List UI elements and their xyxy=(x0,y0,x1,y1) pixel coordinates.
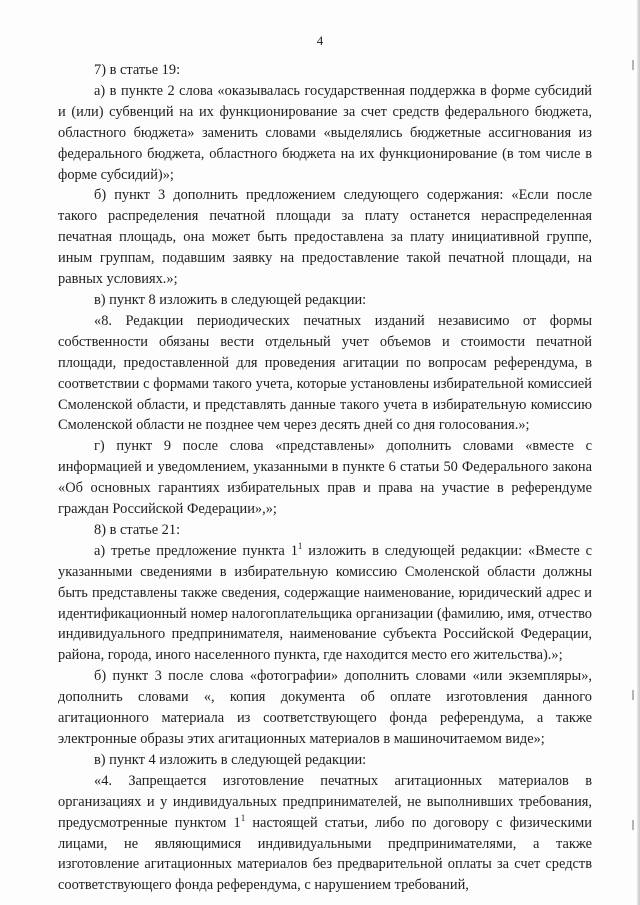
scan-artifact xyxy=(632,690,634,700)
superscript: 1 xyxy=(240,812,246,823)
paragraph-19-b: б) пункт 3 дополнить предложением следующего содержания: «Если после такого распределения печатной площади за плату останется нераспределенная печатная площадь, она может быть предоставлена за плату инициативной группе, иным группам, подавшим заявку на предоставление такой печатной площади, на равных условиях.»; xyxy=(58,187,592,288)
paragraph-21-item-4-text xyxy=(58,771,592,896)
paragraph-19-a: а) в пункте 2 слова «оказывалась государственная поддержка в форме субсидий и (или) субвенций на их функционирование за счет средств федерального бюджета, областного бюджета» заменить словами «выделялись бюджетные ассигнования из федерального бюджета, областного бюджета на их функционирование (в том числе в форме субсидий)»; xyxy=(58,82,592,183)
paragraph-article-19-heading: 7) в статье 19: xyxy=(94,62,181,78)
page-number: 4 xyxy=(316,33,324,48)
paragraph-21-a-after: изложить в следующей редакции: «Вместе с указанными сведениями в избирательную комиссию Смоленской области должны быть представлены также сведения, содержащие наименование, юридический адрес и идентификационный номер налогоплательщика организации (фамилию, имя, отчество индивидуального предпринимателя, наименование субъекта Российской Федерации, района, города, иного населенного пункта, где находится место его жительства).»; xyxy=(58,542,592,664)
paragraph-19-v: в) пункт 8 изложить в следующей редакции: xyxy=(94,291,367,308)
superscript: 1 xyxy=(297,541,303,552)
paragraph-21-b: б) пункт 3 после слова «фотографии» дополнить словами «или экземпляры», дополнить словами «, копия документа об оплате изготовления данного агитационного материала из соответствующего фонда референдума, а также электронные образы этих агитационных материалов в машиночитаемом виде»; xyxy=(58,668,592,747)
paragraph-21-a xyxy=(58,541,592,666)
paragraph-21-a-before: а) третье предложение пункта 1 xyxy=(94,542,298,559)
paragraph-21-item-4-after: настоящей статьи, либо по договору с физическими лицами, не являющимися индивидуальными предпринимателями, а также изготовление агитационных материалов без предварительной оплаты за счет средств соответствующего фонда референдума, с нарушением требований, xyxy=(58,814,592,894)
document-body xyxy=(58,60,592,896)
scan-artifact xyxy=(632,820,634,830)
paragraph-21-item-4-before: «4. Запрещается изготовление печатных агитационных материалов в организациях и у индивидуальных предпринимателей, не выполнивших требования, предусмотренные пунктом 1 xyxy=(58,772,592,831)
paragraph-article-21-heading: 8) в статье 21: xyxy=(94,521,181,538)
paragraph-19-item-8-text: «8. Редакции периодических печатных изданий независимо от формы собственности обязаны вести отдельный учет объемов и стоимости печатной площади, предоставленной для проведения агитации по вопросам референдума, в соответствии с формами такого учета, которые установлены избирательной комиссией Смоленской области, и представлять данные такого учета в избирательную комиссию Смоленской области не позднее чем через десять дней со дня голосования.»; xyxy=(58,312,592,434)
paragraph-19-g: г) пункт 9 после слова «представлены» дополнить словами «вместе с информацией и уведомлением, указанными в пункте 6 статьи 50 Федерального закона «Об основных гарантиях избирательных прав и права на участие в референдуме граждан Российской Федерации»,»; xyxy=(58,438,592,518)
scan-artifact xyxy=(632,60,634,70)
paragraph-21-v: в) пункт 4 изложить в следующей редакции: xyxy=(94,751,367,768)
